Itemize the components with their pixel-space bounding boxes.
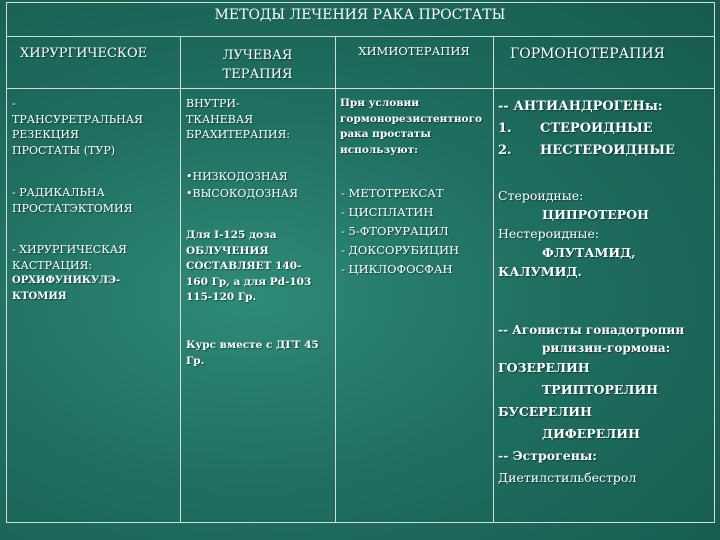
header-radiation-line1: ЛУЧЕВАЯ — [222, 48, 293, 63]
surgery-prostatectomy — [12, 185, 132, 216]
hormone-steroidal-label: Стероидные: — [498, 188, 584, 203]
surgery-tur-line: ТРАНСУРЕТРАЛЬНАЯ — [12, 112, 143, 126]
radiation-dose-high: • ВЫСОКОДОЗНАЯ — [186, 185, 298, 202]
hormone-agonist-item: БУСЕРЕЛИН — [498, 404, 592, 419]
hormone-list-num: 1. — [498, 121, 512, 136]
hormone-agonists-title: -- Агонисты гонадотропин — [498, 323, 685, 337]
radiation-brachy — [186, 96, 290, 143]
chemo-intro-line: гормонорезистентного — [340, 112, 483, 125]
surgery-prostatectomy-line: - РАДИКАЛЬНА — [12, 186, 105, 199]
radiation-dose-info-line: 115-120 Гр. — [186, 291, 257, 303]
hormone-agonist-item: ТРИПТОРЕЛИН — [542, 382, 659, 397]
radiation-brachy-line: ТКАНЕВАЯ — [186, 112, 254, 126]
chemo-intro-line: рака простаты — [340, 128, 431, 140]
column-divider-2 — [335, 36, 336, 522]
radiation-brachy-line: БРАХИТЕРАПИЯ: — [186, 128, 291, 141]
radiation-dose-info-line: ОБЛУЧЕНИЯ — [186, 244, 269, 257]
hormone-antiandrogens-title: -- АНТИАНДРОГЕНы: — [498, 99, 663, 114]
chemo-intro — [340, 96, 482, 158]
hormone-agonist-item: ГОЗЕРЕЛИН — [498, 360, 590, 375]
chemo-drug-item: - 5-ФТОРУРАЦИЛ — [341, 224, 449, 238]
hormone-agonists — [498, 321, 710, 489]
surgery-castration — [12, 242, 127, 304]
hormone-list-label: НЕСТЕРОИДНЫЕ — [540, 143, 675, 158]
column-divider-1 — [180, 36, 181, 522]
header-surgery: ХИРУРГИЧЕСКОЕ — [20, 46, 148, 61]
radiation-dose-low: • НИЗКОДОЗНАЯ — [186, 168, 298, 185]
hormone-agonist-item: ДИФЕРЕЛИН — [542, 426, 640, 441]
radiation-course-line: Гр. — [186, 354, 205, 367]
header-chemo: ХИМИОТЕРАПИЯ — [358, 44, 470, 58]
surgery-tur-line: ПРОСТАТЫ (ТУР) — [12, 143, 116, 157]
radiation-course-line: Курс вместе с ДГТ 45 — [186, 339, 319, 351]
surgery-castration-line: - ХИРУРГИЧЕСКАЯ — [12, 243, 127, 256]
column-divider-3 — [493, 36, 494, 522]
chemo-drug-item: - ДОКСОРУБИЦИН — [341, 243, 460, 257]
hormone-agonists-title2: рилизин-гормона: — [542, 341, 671, 355]
header-hormone: ГОРМОНОТЕРАПИЯ — [510, 46, 665, 62]
surgery-castration-line: ОРХИФУНИКУЛЭ- — [12, 275, 121, 286]
hormone-list-item — [498, 118, 675, 140]
surgery-tur-line: - — [12, 97, 16, 110]
chemo-drugs — [341, 184, 459, 279]
hormone-nonsteroidal-drug: ФЛУТАМИД, — [542, 245, 636, 260]
hormone-steroidal-drug: ЦИПРОТЕРОН — [542, 207, 649, 222]
radiation-dose-info-line: СОСТАВЛЯЕТ 140- — [186, 260, 302, 272]
chemo-intro-line: используют: — [340, 143, 418, 156]
radiation-dose-info — [186, 228, 311, 306]
hormone-list-num: 2. — [498, 143, 512, 158]
chemo-drug-item: - МЕТОТРЕКСАТ — [341, 186, 444, 200]
header-radiation — [180, 46, 335, 84]
radiation-course — [186, 338, 319, 369]
radiation-dose-info-line: Для I-125 доза — [186, 229, 277, 241]
radiation-dose-types — [186, 168, 298, 202]
radiation-brachy-line: ВНУТРИ- — [186, 97, 240, 110]
surgery-tur-line: РЕЗЕКЦИЯ — [12, 128, 79, 141]
header-divider — [6, 88, 714, 89]
page-title: МЕТОДЫ ЛЕЧЕНИЯ РАКА ПРОСТАТЫ — [214, 7, 506, 23]
hormone-estrogen-drug: Диетилстильбестрол — [498, 470, 637, 485]
surgery-tur — [12, 96, 143, 158]
hormone-nonsteroidal-drug2: КАЛУМИД. — [498, 264, 582, 279]
chemo-drug-item: - ЦИСПЛАТИН — [341, 205, 434, 219]
header-radiation-line2: ТЕРАПИЯ — [222, 67, 293, 82]
hormone-estrogens-title: -- Эстрогены: — [498, 448, 598, 463]
hormone-list-label: СТЕРОИДНЫЕ — [540, 121, 653, 136]
surgery-castration-line: КАСТРАЦИЯ: — [12, 258, 93, 272]
title-divider — [6, 36, 714, 37]
radiation-dose-info-line: 160 Гр, а для Pd-103 — [186, 275, 312, 288]
chemo-intro-line: При условии — [340, 97, 420, 109]
hormone-nonsteroidal-label: Нестероидные: — [498, 226, 600, 241]
surgery-prostatectomy-line: ПРОСТАТЭКТОМИЯ — [12, 201, 133, 215]
chemo-drug-item: - ЦИКЛОФОСФАН — [341, 262, 453, 276]
surgery-castration-line: КТОМИЯ — [12, 290, 67, 302]
hormone-antiandrogens — [498, 96, 675, 162]
hormone-steroidal — [498, 186, 708, 281]
hormone-list-item — [498, 140, 675, 162]
